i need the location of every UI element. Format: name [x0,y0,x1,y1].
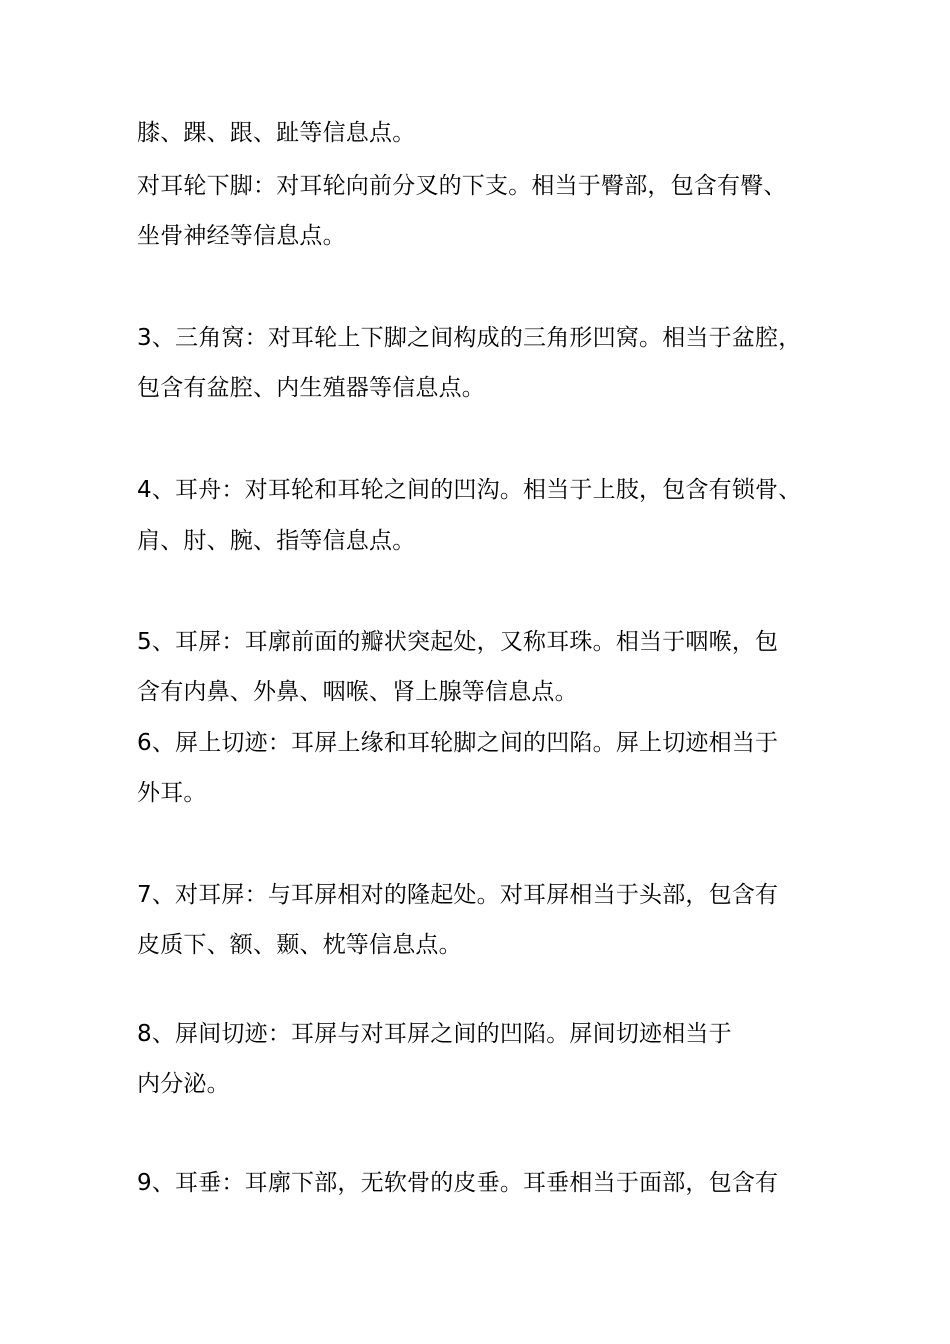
text-line: 外耳。 [137,780,207,806]
text-line: 皮质下、额、颞、枕等信息点。 [137,932,462,958]
text-line: 6、屏上切迹：耳屏上缘和耳轮脚之间的凹陷。屏上切迹相当于 [137,730,779,756]
text-line: 含有内鼻、外鼻、咽喉、肾上腺等信息点。 [137,679,578,705]
text-line: 4、耳舟：对耳轮和耳轮之间的凹沟。相当于上肢，包含有锁骨、 [137,477,802,503]
text-line: 膝、踝、跟、趾等信息点。 [137,120,416,146]
text-line: 3、三角窝：对耳轮上下脚之间构成的三角形凹窝。相当于盆腔， [137,325,802,351]
text-line: 肩、肘、腕、指等信息点。 [137,528,416,554]
text-line: 包含有盆腔、内生殖器等信息点。 [137,375,485,401]
text-line: 7、对耳屏：与耳屏相对的隆起处。对耳屏相当于头部，包含有 [137,882,779,908]
text-line: 坐骨神经等信息点。 [137,223,346,249]
text-line: 对耳轮下脚：对耳轮向前分叉的下支。相当于臀部，包含有臀、 [137,173,787,199]
text-line: 8、屏间切迹：耳屏与对耳屏之间的凹陷。屏间切迹相当于 [137,1021,732,1047]
text-line: 9、耳垂：耳廓下部，无软骨的皮垂。耳垂相当于面部，包含有 [137,1170,779,1196]
text-line: 5、耳屏：耳廓前面的瓣状突起处，又称耳珠。相当于咽喉，包 [137,629,779,655]
text-line: 内分泌。 [137,1071,230,1097]
